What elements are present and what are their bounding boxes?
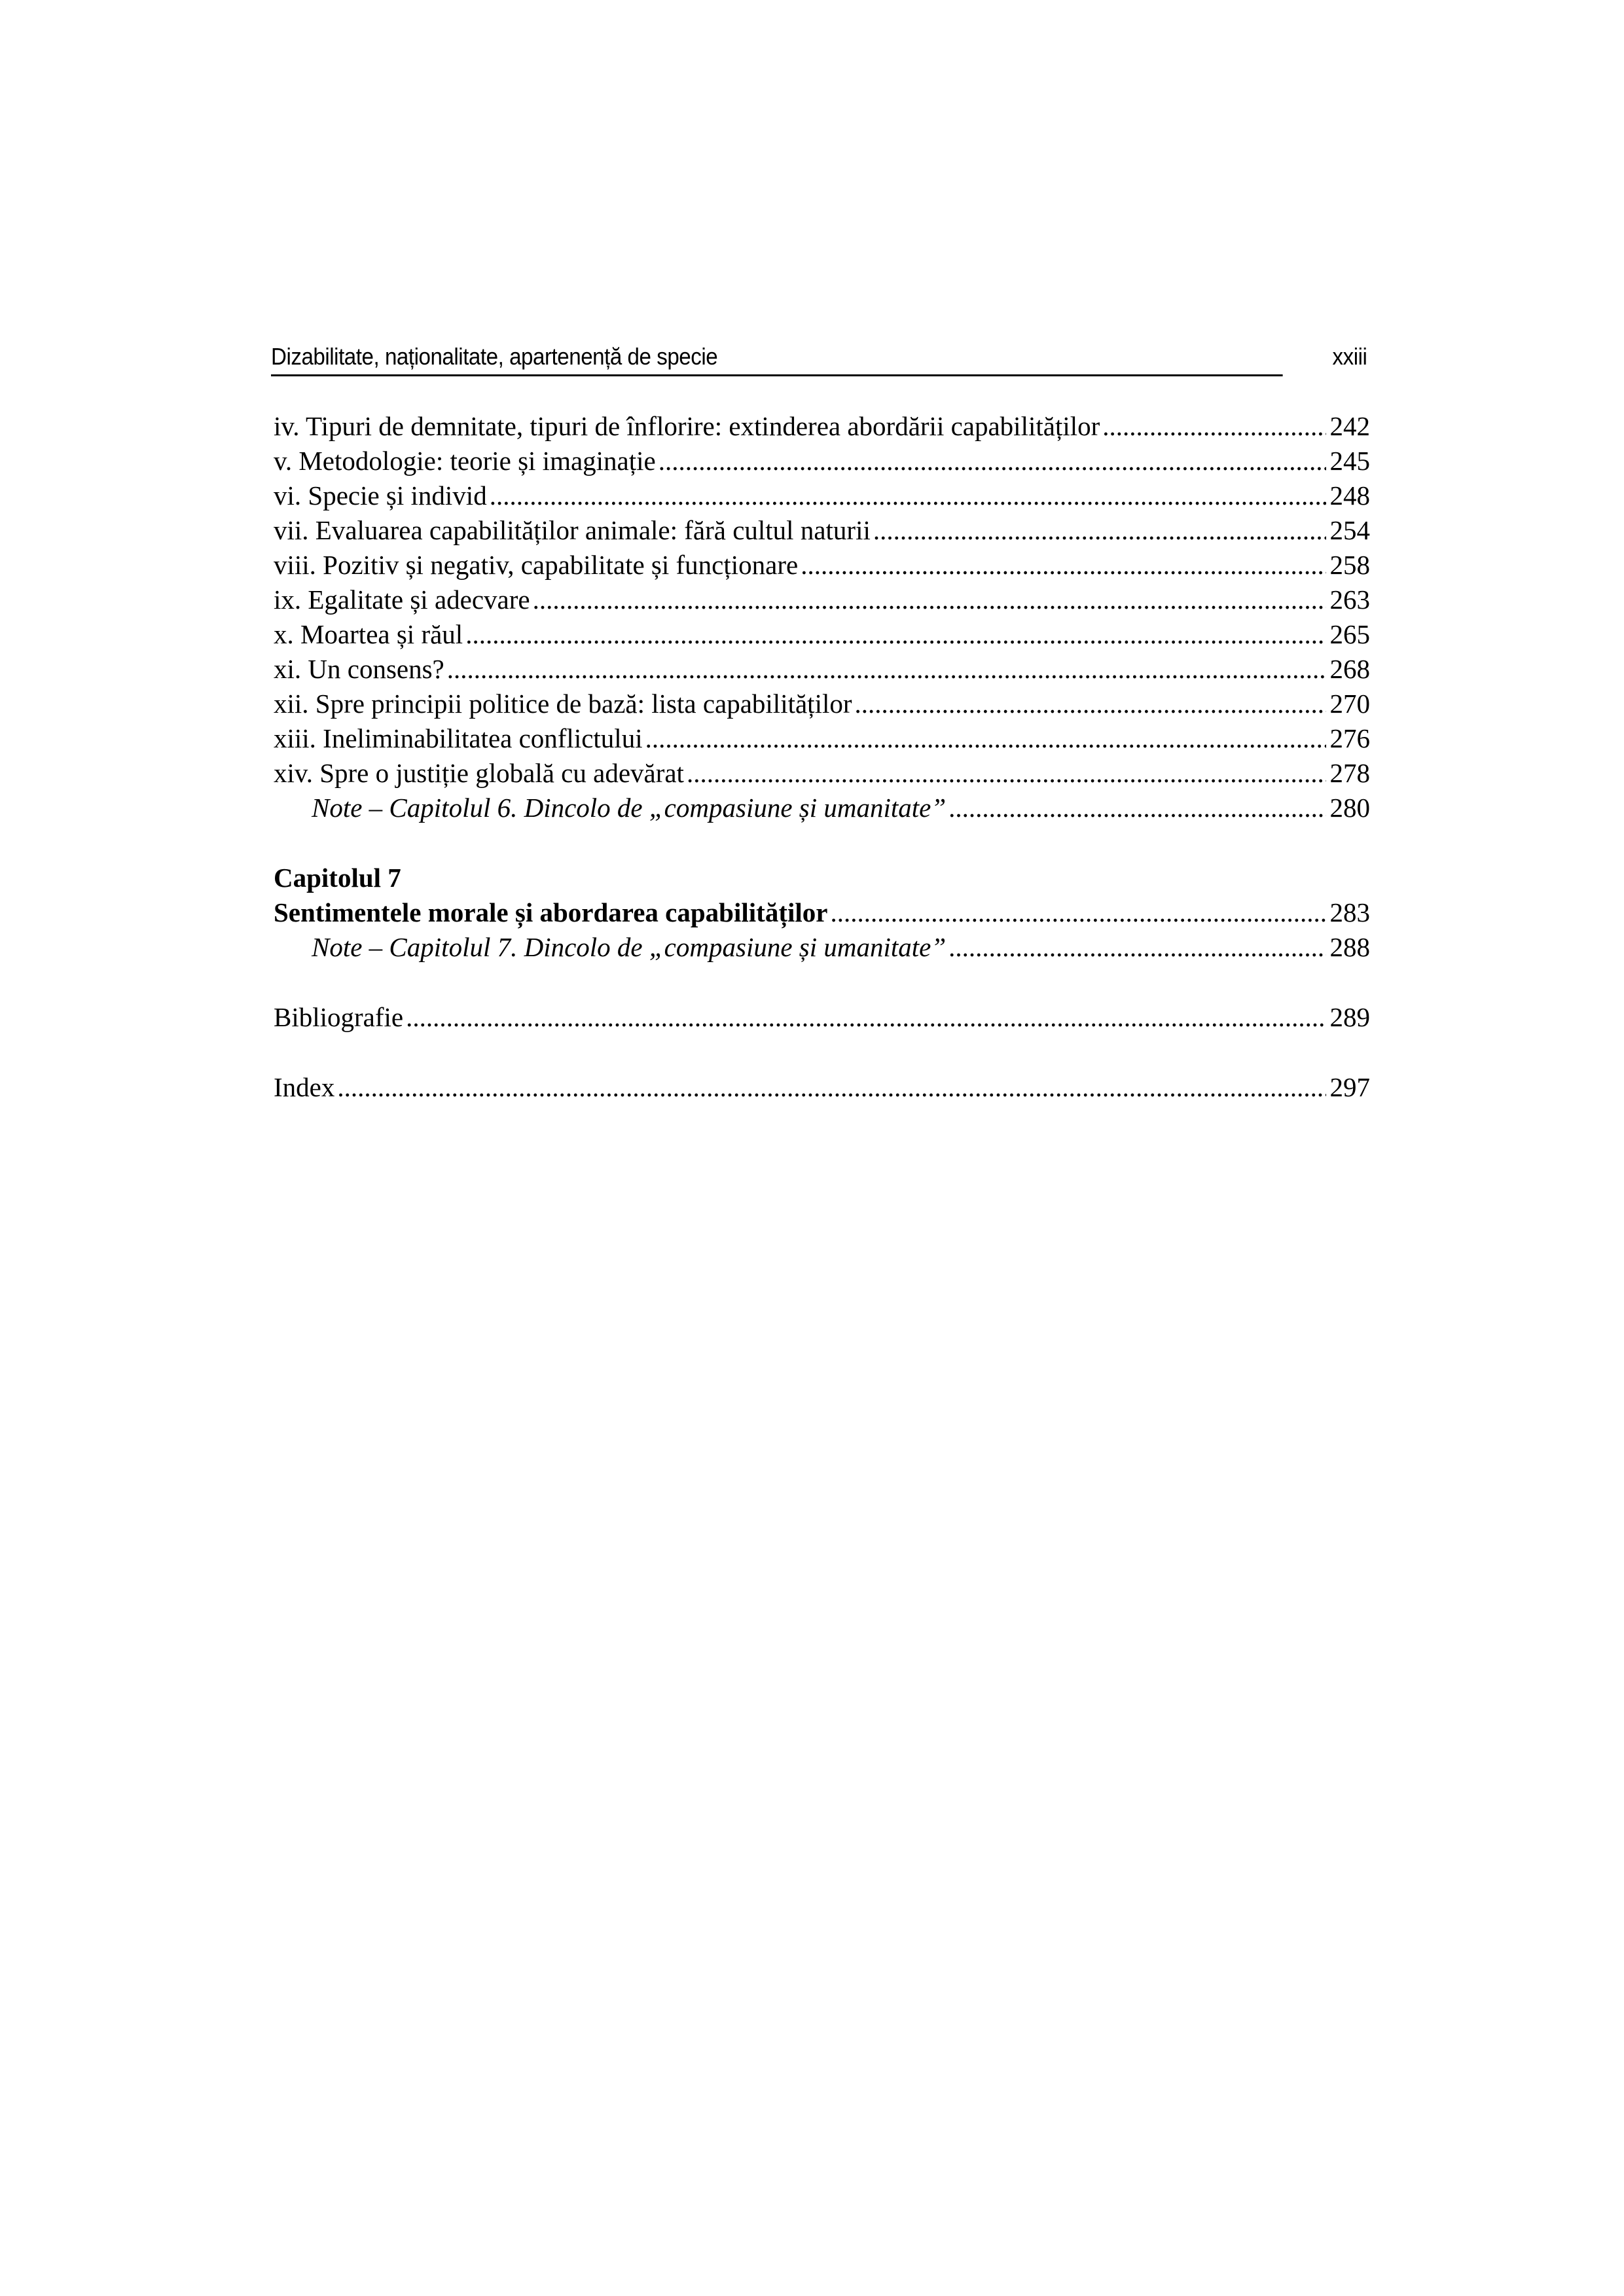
spacer	[274, 1035, 1370, 1070]
toc-entry-xiii[interactable]	[274, 721, 1370, 756]
toc-entry-page: 242	[1329, 411, 1370, 441]
toc-entry-page: 268	[1329, 654, 1370, 684]
toc-entry-page: 289	[1329, 1002, 1370, 1032]
toc-entry-chapter7-notes[interactable]	[274, 930, 1370, 965]
dot-leader	[659, 444, 1326, 478]
dot-leader	[465, 617, 1326, 652]
toc-entry-title: Bibliografie	[274, 1002, 404, 1032]
toc-entry-page: 263	[1329, 584, 1370, 615]
toc-entry-title: Sentimentele morale și abordarea capabilităților	[274, 897, 828, 927]
toc-entry-page: 288	[1329, 932, 1370, 962]
page-header	[271, 340, 1367, 376]
toc-entry-title: x. Moartea și răul	[274, 619, 463, 649]
toc-entry-page: 248	[1329, 480, 1370, 511]
toc-entry-title: xiii. Ineliminabilitatea conflictului	[274, 723, 643, 753]
toc-entry-page: 297	[1329, 1072, 1370, 1102]
toc-entry-vi[interactable]	[274, 478, 1370, 513]
toc-entry-title: Note – Capitolul 6. Dincolo de „compasiune și umanitate”	[312, 793, 947, 823]
toc-entry-bibliography[interactable]	[274, 1000, 1370, 1035]
toc-entry-page: 276	[1329, 723, 1370, 753]
toc-entry-x[interactable]	[274, 617, 1370, 652]
dot-leader	[406, 1000, 1326, 1035]
dot-leader	[490, 478, 1326, 513]
table-of-contents	[274, 409, 1370, 1105]
toc-entry-title: ix. Egalitate și adecvare	[274, 584, 530, 615]
toc-entry-title: Note – Capitolul 7. Dincolo de „compasiune și umanitate”	[312, 932, 947, 962]
toc-entry-chapter7-title[interactable]	[274, 895, 1370, 930]
toc-entry-iv[interactable]	[274, 409, 1370, 444]
toc-entry-xii[interactable]	[274, 687, 1370, 721]
toc-entry-title: v. Metodologie: teorie și imaginație	[274, 446, 656, 476]
toc-entry-title: vi. Specie și individ	[274, 480, 487, 511]
toc-entry-v[interactable]	[274, 444, 1370, 478]
dot-leader	[948, 791, 1326, 825]
toc-entry-title: xi. Un consens?	[274, 654, 444, 684]
toc-entry-xiv[interactable]	[274, 756, 1370, 791]
toc-entry-chapter6-notes[interactable]	[274, 791, 1370, 825]
dot-leader	[645, 721, 1326, 756]
toc-entry-viii[interactable]	[274, 548, 1370, 583]
dot-leader	[873, 513, 1326, 548]
dot-leader	[830, 895, 1326, 930]
toc-entry-page: 283	[1329, 897, 1370, 927]
toc-entry-title: vii. Evaluarea capabilităților animale: fără cultul naturii	[274, 515, 871, 545]
dot-leader	[337, 1070, 1326, 1105]
toc-entry-title: viii. Pozitiv și negativ, capabilitate și funcționare	[274, 550, 799, 580]
toc-entry-index[interactable]	[274, 1070, 1370, 1105]
toc-entry-ix[interactable]	[274, 583, 1370, 617]
toc-entry-page: 265	[1329, 619, 1370, 649]
spacer	[274, 965, 1370, 1000]
dot-leader	[447, 652, 1326, 687]
dot-leader	[801, 548, 1326, 583]
dot-leader	[533, 583, 1326, 617]
toc-entry-page: 278	[1329, 758, 1370, 788]
toc-entry-page: 245	[1329, 446, 1370, 476]
running-title: Dizabilitate, naționalitate, apartenență de specie	[271, 343, 718, 370]
toc-entry-title: xii. Spre principii politice de bază: lista capabilităților	[274, 689, 852, 719]
toc-entry-title: Index	[274, 1072, 335, 1102]
toc-entry-page: 254	[1329, 515, 1370, 545]
dot-leader	[948, 930, 1326, 965]
toc-entry-page: 258	[1329, 550, 1370, 580]
toc-entry-title: iv. Tipuri de demnitate, tipuri de înflorire: extinderea abordării capabilităților	[274, 411, 1100, 441]
toc-entry-title: xiv. Spre o justiție globală cu adevărat	[274, 758, 684, 788]
page-number: xxiii	[1332, 343, 1367, 370]
chapter-7-heading: Capitolul 7	[274, 863, 401, 893]
toc-entry-page: 280	[1329, 793, 1370, 823]
toc-entry-page: 270	[1329, 689, 1370, 719]
toc-entry-vii[interactable]	[274, 513, 1370, 548]
dot-leader	[1102, 409, 1326, 444]
toc-entry-xi[interactable]	[274, 652, 1370, 687]
dot-leader	[855, 687, 1326, 721]
dot-leader	[687, 756, 1326, 791]
